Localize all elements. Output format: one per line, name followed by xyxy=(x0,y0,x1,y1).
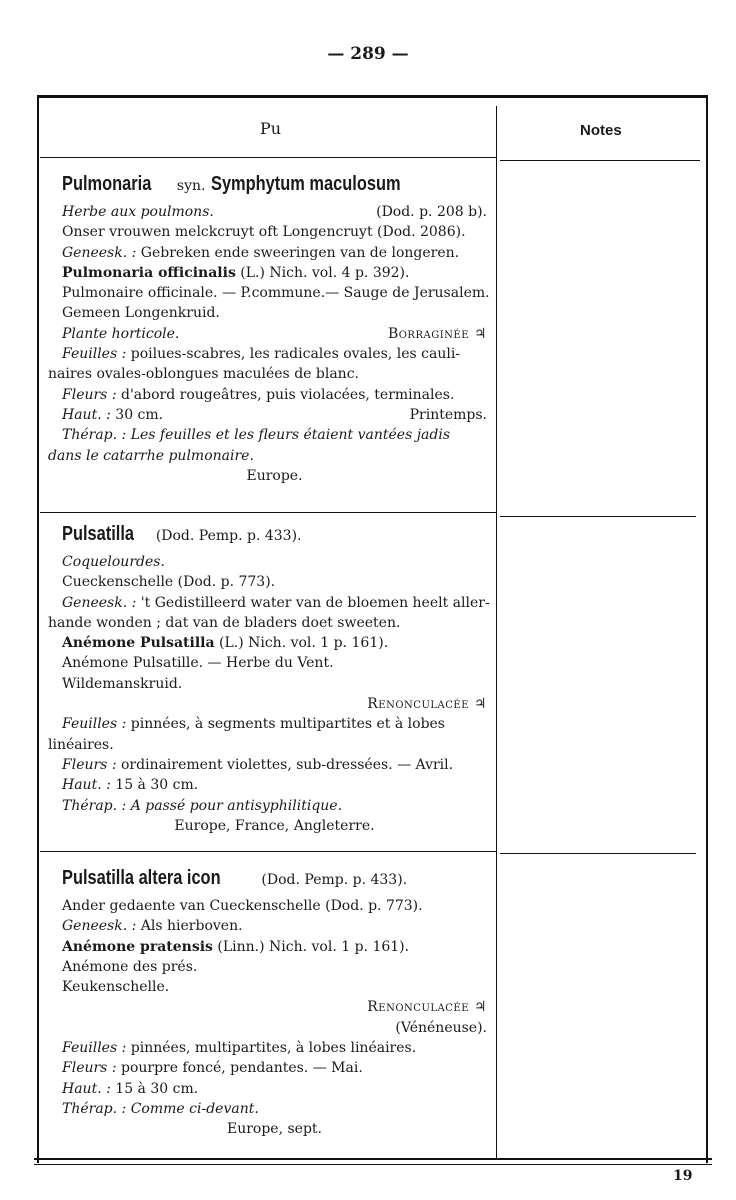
entry-line xyxy=(62,957,487,977)
entry-title-synonym: Symphytum maculosum xyxy=(211,173,402,195)
entry-rule-1-right xyxy=(500,516,696,517)
entry-line-right: Renonculacée ♃ xyxy=(367,696,487,713)
entry-line-text: Herbe aux poulmons. xyxy=(62,204,214,220)
entry-line xyxy=(62,653,487,673)
entry-line xyxy=(62,1119,487,1139)
entry-title-extra: (Dod. Pemp. p. 433). xyxy=(261,872,408,888)
column-divider xyxy=(496,106,497,1158)
entry-pulmonaria xyxy=(48,173,490,486)
entry-line-text: Anémone Pulsatille. — Herbe du Vent. xyxy=(62,655,334,672)
entry-title-extra: syn. xyxy=(176,178,206,194)
entry-label: Haut. : xyxy=(62,1080,111,1097)
entry-line xyxy=(62,243,487,263)
entry-label: Thérap. : xyxy=(62,797,127,814)
entry-line xyxy=(62,466,487,486)
entry-label: Feuilles : xyxy=(62,1040,127,1057)
entry-rule-2-left xyxy=(40,851,496,852)
entry-line-text: naires ovales-oblongues maculées de blanc. xyxy=(48,366,359,383)
entry-line xyxy=(48,613,487,633)
header-rule-right xyxy=(500,160,700,161)
entry-line xyxy=(62,775,487,795)
entry-heading xyxy=(62,174,487,202)
table-bottom-rule-2 xyxy=(34,1164,712,1165)
page-number: — 289 — xyxy=(327,44,409,64)
entry-line xyxy=(62,1018,487,1038)
entry-line xyxy=(48,735,487,755)
entry-line-text: Gemeen Longenkruid. xyxy=(62,305,220,322)
entry-line xyxy=(62,222,487,242)
entry-line-text: Cueckenschelle (Dod. p. 773). xyxy=(62,574,276,591)
entry-line-right: Printemps. xyxy=(409,406,487,423)
entry-line-text: Onser vrouwen melckcruyt oft Longencruyt (Dod. 2086). xyxy=(62,224,466,241)
entry-line xyxy=(48,364,487,384)
entry-line xyxy=(62,1058,487,1078)
entry-label: Fleurs : xyxy=(62,1060,117,1077)
entry-label: Haut. : xyxy=(62,777,111,794)
entry-label: Fleurs : xyxy=(62,756,117,773)
entry-line xyxy=(62,796,487,816)
entry-line-text: pourpre foncé, pendantes. — Mai. xyxy=(121,1060,363,1077)
entry-region: Europe. xyxy=(246,467,303,484)
entry-line xyxy=(62,572,487,592)
entry-rule-2-right xyxy=(500,853,696,854)
entry-line xyxy=(62,385,487,405)
entry-line-text: pinnées, multipartites, à lobes linéaires. xyxy=(130,1040,417,1057)
entry-line xyxy=(62,1099,487,1119)
entry-line-text: linéaires. xyxy=(48,736,114,753)
entry-line-text: 15 à 30 cm. xyxy=(115,1080,199,1097)
entry-line xyxy=(62,202,487,222)
entry-line-right: (Vénéneuse). xyxy=(395,1019,487,1036)
entry-line-text: Pulmonaire officinale. — P.commune.— Sauge de Jerusalem. xyxy=(62,285,490,302)
entry-line-text: Als hierboven. xyxy=(140,918,243,935)
entry-line xyxy=(62,916,487,936)
entry-line xyxy=(62,937,487,957)
entry-line-text: A passé pour antisyphilitique. xyxy=(130,797,343,814)
entry-line-text: poilues-scabres, les radicales ovales, les cauli- xyxy=(130,346,461,363)
entry-line-text: Keukenschelle. xyxy=(62,979,170,996)
entry-line xyxy=(62,303,487,323)
entry-label: Thérap. : xyxy=(62,1100,127,1117)
entry-line-text: 15 à 30 cm. xyxy=(115,777,199,794)
entry-species-name: Anémone pratensis xyxy=(62,938,213,955)
entry-line xyxy=(62,896,487,916)
entry-label: Fleurs : xyxy=(62,386,117,403)
entry-region: Europe, sept. xyxy=(226,1121,322,1138)
entry-line-text: (Linn.) Nich. vol. 1 p. 161). xyxy=(217,938,410,955)
entry-line-text: 30 cm. xyxy=(115,406,164,423)
column-header-pu: Pu xyxy=(260,119,282,138)
entry-line xyxy=(62,1038,487,1058)
entry-line xyxy=(62,674,487,694)
entry-line-text: dans le catarrhe pulmonaire. xyxy=(48,447,254,464)
entry-line-text: ordinairement violettes, sub-dressées. — Avril. xyxy=(121,756,454,773)
entry-line xyxy=(62,1079,487,1099)
entry-line-right: Borraginée ♃ xyxy=(387,325,487,342)
entry-heading xyxy=(62,524,487,552)
entry-label: Geneesk. : xyxy=(62,244,137,261)
entry-label: Feuilles : xyxy=(62,716,127,733)
entry-line xyxy=(62,755,487,775)
column-header-notes: Notes xyxy=(580,122,622,139)
entry-title: Pulmonaria xyxy=(62,173,152,195)
table-bottom-rule xyxy=(34,1158,712,1160)
entry-line-text: 't Gedistilleerd water van de bloemen heelt aller- xyxy=(140,594,490,611)
entry-line xyxy=(62,425,487,445)
entry-line xyxy=(62,283,490,303)
entry-label: Geneesk. : xyxy=(62,594,137,611)
entry-title-extra: (Dod. Pemp. p. 433). xyxy=(155,528,302,544)
entry-line-text: Coquelourdes. xyxy=(62,554,165,570)
entry-label: Geneesk. : xyxy=(62,918,137,935)
entry-species-name: Pulmonaria officinalis xyxy=(62,264,236,281)
entry-rule-1-left xyxy=(40,512,496,513)
entry-pulsatilla xyxy=(48,523,490,836)
entry-line-text: (L.) Nich. vol. 4 p. 392). xyxy=(240,264,410,281)
entry-line-text: Comme ci-devant. xyxy=(130,1100,259,1117)
entry-line-text: Wildemanskruid. xyxy=(62,675,183,692)
entry-line xyxy=(62,633,487,653)
entry-line xyxy=(62,694,487,714)
entry-label: Thérap. : xyxy=(62,427,127,444)
entry-pulsatilla-altera xyxy=(62,868,487,1140)
entry-line xyxy=(62,593,490,613)
entry-line-text: Plante horticole. xyxy=(62,325,180,342)
header-rule-left xyxy=(40,157,496,158)
entry-line xyxy=(62,997,487,1017)
entry-line-text: Ander gedaente van Cueckenschelle (Dod. p. 773). xyxy=(62,898,423,914)
entry-line-text: hande wonden ; dat van de bladers doet sweeten. xyxy=(48,614,401,631)
entry-line-text: d'abord rougeâtres, puis violacées, terminales. xyxy=(121,386,455,403)
entry-line xyxy=(48,446,487,466)
entry-line xyxy=(62,344,487,364)
entry-species-name: Anémone Pulsatilla xyxy=(62,635,215,652)
entry-line xyxy=(62,977,487,997)
footer-signature: 19 xyxy=(673,1168,693,1184)
entry-line xyxy=(62,552,487,572)
entry-line-text: Les feuilles et les fleurs étaient vantées jadis xyxy=(130,427,451,444)
entry-line xyxy=(62,263,487,283)
entry-line-text: (L.) Nich. vol. 1 p. 161). xyxy=(218,635,389,652)
entry-line-right: Renonculacée ♃ xyxy=(367,999,487,1016)
entry-label: Feuilles : xyxy=(62,346,127,363)
entry-line xyxy=(62,405,487,425)
entry-label: Haut. : xyxy=(62,406,111,423)
entry-title: Pulsatilla altera icon xyxy=(62,867,221,889)
entry-line-text: Anémone des prés. xyxy=(62,958,198,975)
entry-line xyxy=(62,816,487,836)
entry-heading xyxy=(62,868,487,896)
entry-region: Europe, France, Angleterre. xyxy=(174,817,375,834)
entry-line-right: (Dod. p. 208 b). xyxy=(376,204,487,220)
entry-line-text: Gebreken ende sweeringen van de longeren. xyxy=(140,244,460,261)
entry-line-text: pinnées, à segments multipartites et à lobes xyxy=(130,716,445,733)
entry-title: Pulsatilla xyxy=(62,523,135,545)
entry-line xyxy=(62,324,487,344)
entry-line xyxy=(62,714,487,734)
